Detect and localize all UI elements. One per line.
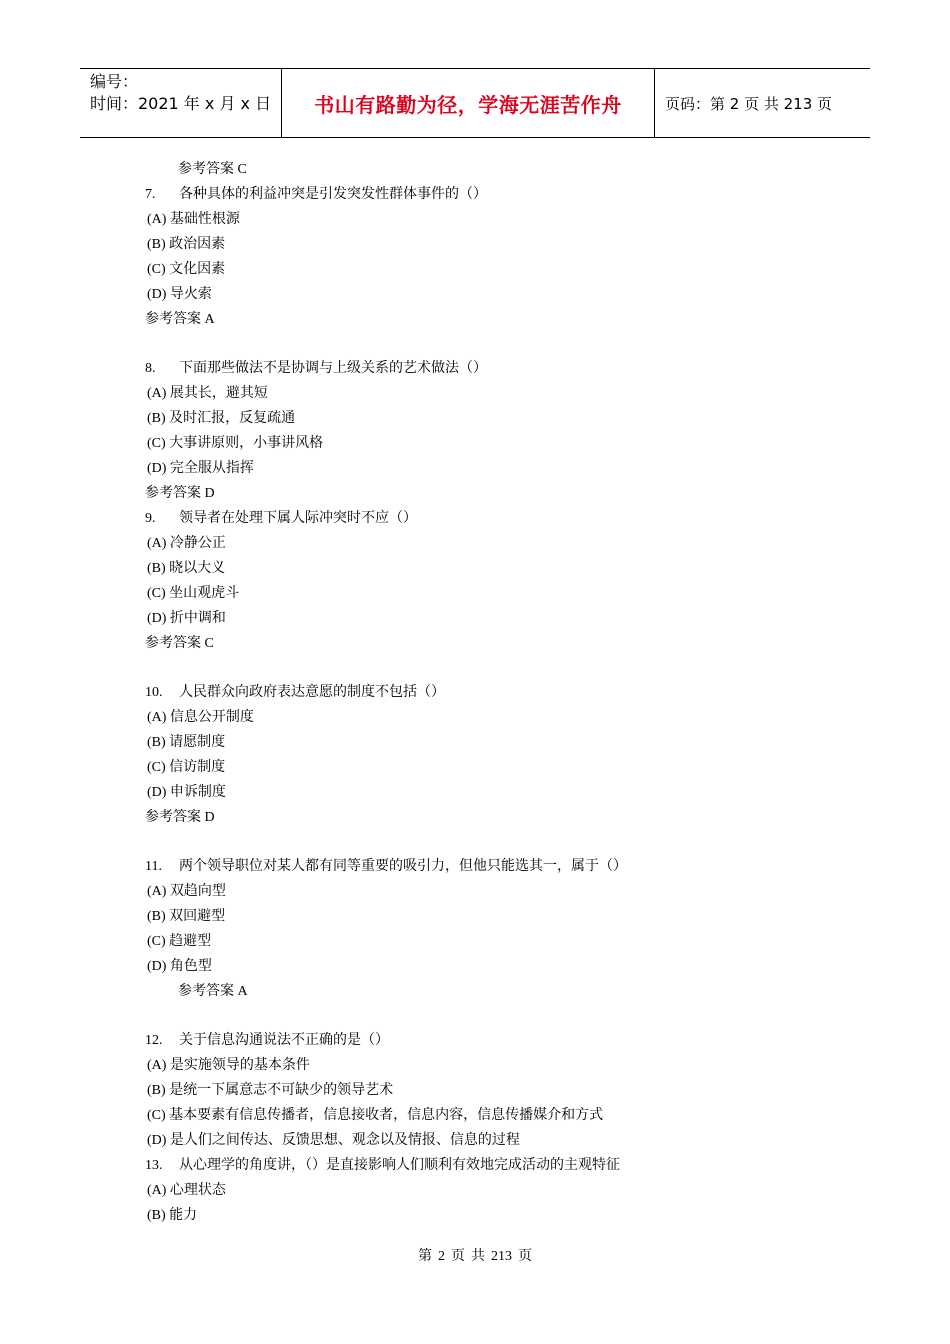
line-text: 参考答案 D xyxy=(145,810,215,825)
question-number: 7. xyxy=(145,187,156,202)
line-text: 两个领导职位对某人都有同等重要的吸引力，但他只能选其一，属于（） xyxy=(179,859,627,874)
line-text: 参考答案 C xyxy=(145,636,214,651)
line-text: (B) 晓以大义 xyxy=(147,561,226,576)
line-text: (A) 是实施领导的基本条件 xyxy=(147,1058,310,1073)
question-number: 12. xyxy=(145,1033,163,1048)
answer-option xyxy=(147,435,323,453)
line-text: (A) 基础性根源 xyxy=(147,212,240,227)
answer-option xyxy=(147,211,240,229)
question-stem xyxy=(145,684,445,702)
line-text: (B) 政治因素 xyxy=(147,237,226,252)
line-text: (D) 折中调和 xyxy=(147,611,226,626)
header-meta xyxy=(90,71,271,115)
line-text: 参考答案 A xyxy=(145,312,215,327)
header-divider xyxy=(654,69,655,137)
answer-key xyxy=(145,635,214,653)
answer-option xyxy=(147,1082,393,1100)
question-stem xyxy=(145,360,487,378)
answer-option xyxy=(147,410,295,428)
answer-option xyxy=(147,286,212,304)
header-motto: 书山有路勤为径，学海无涯苦作舟 xyxy=(314,92,622,117)
question-stem xyxy=(145,510,417,528)
question-stem xyxy=(145,186,487,204)
question-stem xyxy=(145,858,627,876)
answer-option xyxy=(147,535,226,553)
answer-option xyxy=(147,585,239,603)
line-text: (C) 大事讲原则，小事讲风格 xyxy=(147,436,324,451)
line-text: 关于信息沟通说法不正确的是（） xyxy=(179,1033,389,1048)
line-text: (B) 是统一下属意志不可缺少的领导艺术 xyxy=(147,1083,394,1098)
answer-key xyxy=(145,485,215,503)
footer-page-number: 2 xyxy=(438,1249,445,1264)
question-number: 13. xyxy=(145,1158,163,1173)
line-text: (D) 导火索 xyxy=(147,287,212,302)
question-number: 11. xyxy=(145,859,162,874)
line-text: (C) 文化因素 xyxy=(147,262,226,277)
line-text: (B) 及时汇报，反复疏通 xyxy=(147,411,296,426)
answer-option xyxy=(147,709,254,727)
footer-text: 共 xyxy=(471,1249,485,1264)
question-number: 8. xyxy=(145,361,156,376)
line-text: (C) 坐山观虎斗 xyxy=(147,586,240,601)
question-number: 10. xyxy=(145,685,163,700)
line-text: (D) 完全服从指挥 xyxy=(147,461,254,476)
line-text: 从心理学的角度讲，（）是直接影响人们顺利有效地完成活动的主观特征 xyxy=(179,1158,620,1173)
footer-total-pages: 213 xyxy=(491,1249,512,1264)
line-text: (D) 角色型 xyxy=(147,959,212,974)
line-text: (B) 能力 xyxy=(147,1208,198,1223)
line-text: (A) 双趋向型 xyxy=(147,884,226,899)
footer-text: 页 xyxy=(518,1249,532,1264)
line-text: (A) 信息公开制度 xyxy=(147,710,254,725)
line-text: (A) 心理状态 xyxy=(147,1183,226,1198)
answer-option xyxy=(147,236,225,254)
answer-option xyxy=(147,908,225,926)
answer-option xyxy=(147,1107,603,1125)
line-text: (C) 基本要素有信息传播者，信息接收者，信息内容，信息传播媒介和方式 xyxy=(147,1108,604,1123)
answer-option xyxy=(147,1132,520,1150)
line-text: (D) 是人们之间传达、反馈思想、观念以及情报、信息的过程 xyxy=(147,1133,520,1148)
answer-option xyxy=(147,261,225,279)
line-text: (A) 展其长，避其短 xyxy=(147,386,268,401)
answer-option xyxy=(147,1207,197,1225)
header-number: 编号： xyxy=(90,72,139,91)
line-text: 参考答案 A xyxy=(178,984,248,999)
answer-option xyxy=(147,784,226,802)
answer-option xyxy=(147,734,225,752)
question-stem xyxy=(145,1032,389,1050)
answer-key xyxy=(145,311,215,329)
answer-option xyxy=(147,933,211,951)
line-text: 领导者在处理下属人际冲突时不应（） xyxy=(179,511,417,526)
footer-text: 第 xyxy=(418,1249,432,1264)
header-time: 时间：2021 年 x 月 x 日 xyxy=(90,94,272,113)
answer-option xyxy=(147,1057,310,1075)
answer-option xyxy=(147,385,268,403)
answer-option xyxy=(147,1182,226,1200)
question-number: 9. xyxy=(145,511,156,526)
line-text: 人民群众向政府表达意愿的制度不包括（） xyxy=(179,685,445,700)
line-text: (D) 申诉制度 xyxy=(147,785,226,800)
answer-key xyxy=(178,983,248,1001)
answer-option xyxy=(147,759,225,777)
header-page-info: 页码：第 2 页 共 213 页 xyxy=(665,94,833,113)
line-text: (A) 冷静公正 xyxy=(147,536,226,551)
page-header xyxy=(80,68,870,138)
line-text: (C) 趋避型 xyxy=(147,934,212,949)
question-stem xyxy=(145,1157,620,1175)
answer-option xyxy=(147,610,226,628)
answer-key xyxy=(178,161,247,179)
footer-text: 页 xyxy=(451,1249,465,1264)
line-text: (B) 请愿制度 xyxy=(147,735,226,750)
page-footer xyxy=(0,1248,950,1266)
line-text: 参考答案 C xyxy=(178,162,247,177)
line-text: (C) 信访制度 xyxy=(147,760,226,775)
line-text: (B) 双回避型 xyxy=(147,909,226,924)
answer-option xyxy=(147,883,226,901)
line-text: 各种具体的利益冲突是引发突发性群体事件的（） xyxy=(179,187,487,202)
answer-key xyxy=(145,809,215,827)
line-text: 下面那些做法不是协调与上级关系的艺术做法（） xyxy=(179,361,487,376)
answer-option xyxy=(147,560,225,578)
answer-option xyxy=(147,958,212,976)
answer-option xyxy=(147,460,254,478)
line-text: 参考答案 D xyxy=(145,486,215,501)
